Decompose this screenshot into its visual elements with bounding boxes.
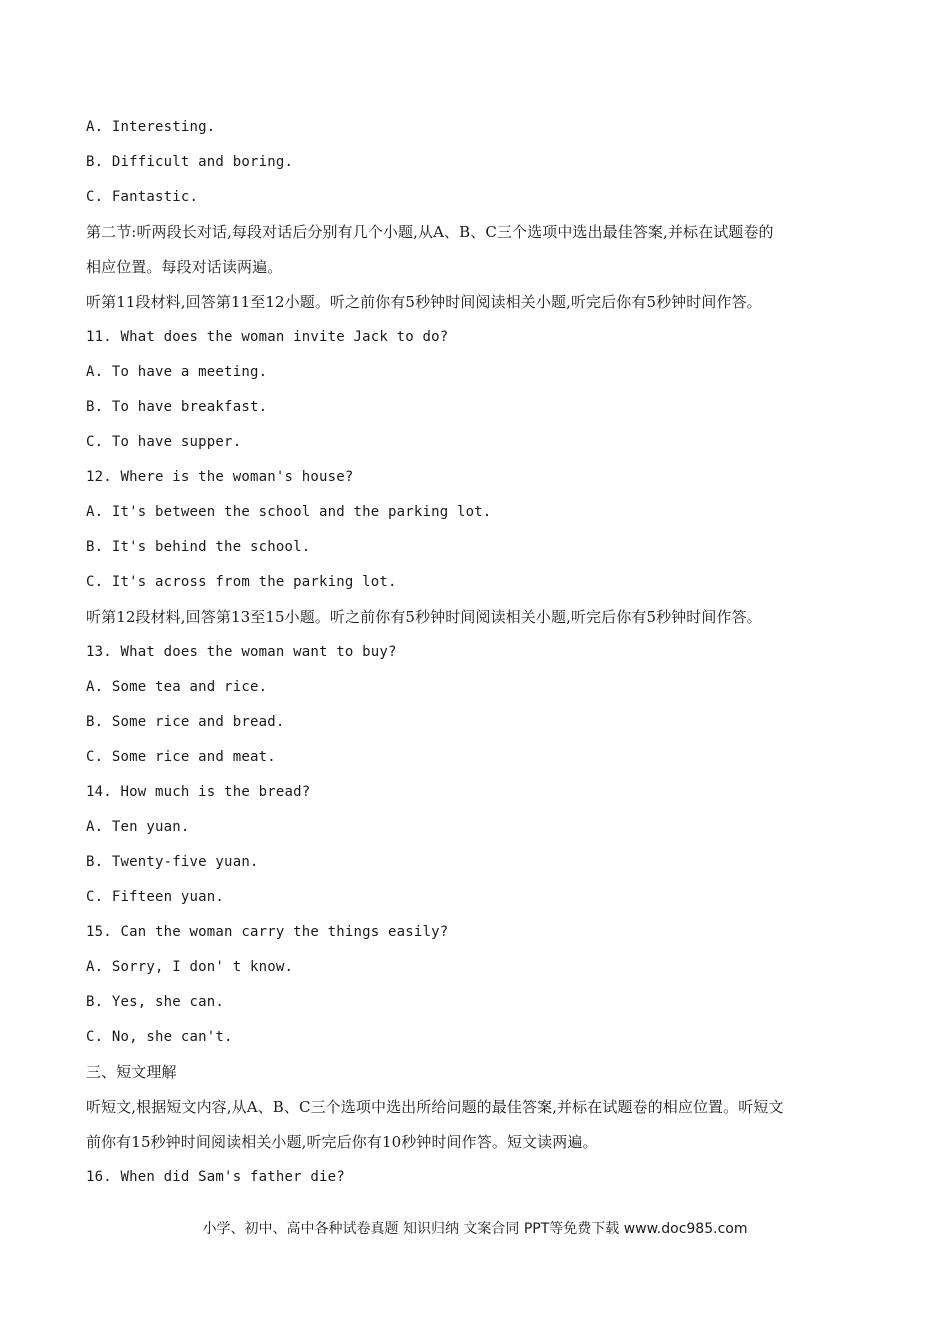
question-line: A. To have a meeting.	[86, 364, 268, 380]
instruction-line: 前你有15秒钟时间阅读相关小题,听完后你有10秒钟时间作答。短文读两遍。	[86, 1133, 598, 1151]
question-line: A. Ten yuan.	[86, 819, 190, 835]
question-line: C. Fantastic.	[86, 189, 199, 205]
question-line: 14. How much is the bread?	[86, 784, 311, 800]
instruction-line: 相应位置。每段对话读两遍。	[86, 258, 283, 276]
question-line: A. Sorry, I don' t know.	[86, 959, 294, 975]
question-line: C. Fifteen yuan.	[86, 889, 225, 905]
instruction-line: 第二节:听两段长对话,每段对话后分别有几个小题,从A、B、C三个选项中选出最佳答案,并标在试题卷的	[86, 223, 774, 241]
question-line: B. To have breakfast.	[86, 399, 268, 415]
instruction-line: 听第12段材料,回答第13至15小题。听之前你有5秒钟时间阅读相关小题,听完后你有5秒钟时间作答。	[86, 608, 762, 626]
question-line: B. Difficult and boring.	[86, 154, 294, 170]
footer-banner: 小学、初中、高中各种试卷真题 知识归纳 文案合同 PPT等免费下载 www.doc985.com	[202, 1221, 748, 1237]
question-line: B. Yes, she can.	[86, 994, 225, 1010]
question-line: A. It's between the school and the parking lot.	[86, 504, 492, 520]
document-body	[86, 110, 876, 1195]
question-line: 15. Can the woman carry the things easily?	[86, 924, 449, 940]
question-line: B. It's behind the school.	[86, 539, 311, 555]
instruction-line: 听第11段材料,回答第11至12小题。听之前你有5秒钟时间阅读相关小题,听完后你有5秒钟时间作答。	[86, 293, 762, 311]
question-line: C. No, she can't.	[86, 1029, 233, 1045]
question-line: C. It's across from the parking lot.	[86, 574, 397, 590]
question-line: A. Interesting.	[86, 119, 216, 135]
question-line: B. Some rice and bread.	[86, 714, 285, 730]
question-line: 11. What does the woman invite Jack to do?	[86, 329, 449, 345]
question-line: B. Twenty-five yuan.	[86, 854, 259, 870]
question-line: 16. When did Sam's father die?	[86, 1169, 345, 1185]
question-line: A. Some tea and rice.	[86, 679, 268, 695]
question-line: 13. What does the woman want to buy?	[86, 644, 397, 660]
question-line: C. To have supper.	[86, 434, 242, 450]
question-line: 12. Where is the woman's house?	[86, 469, 354, 485]
instruction-line: 三、短文理解	[86, 1063, 177, 1081]
question-line: C. Some rice and meat.	[86, 749, 276, 765]
instruction-line: 听短文,根据短文内容,从A、B、C三个选项中选出所给问题的最佳答案,并标在试题卷的相应位置。听短文	[86, 1098, 784, 1116]
